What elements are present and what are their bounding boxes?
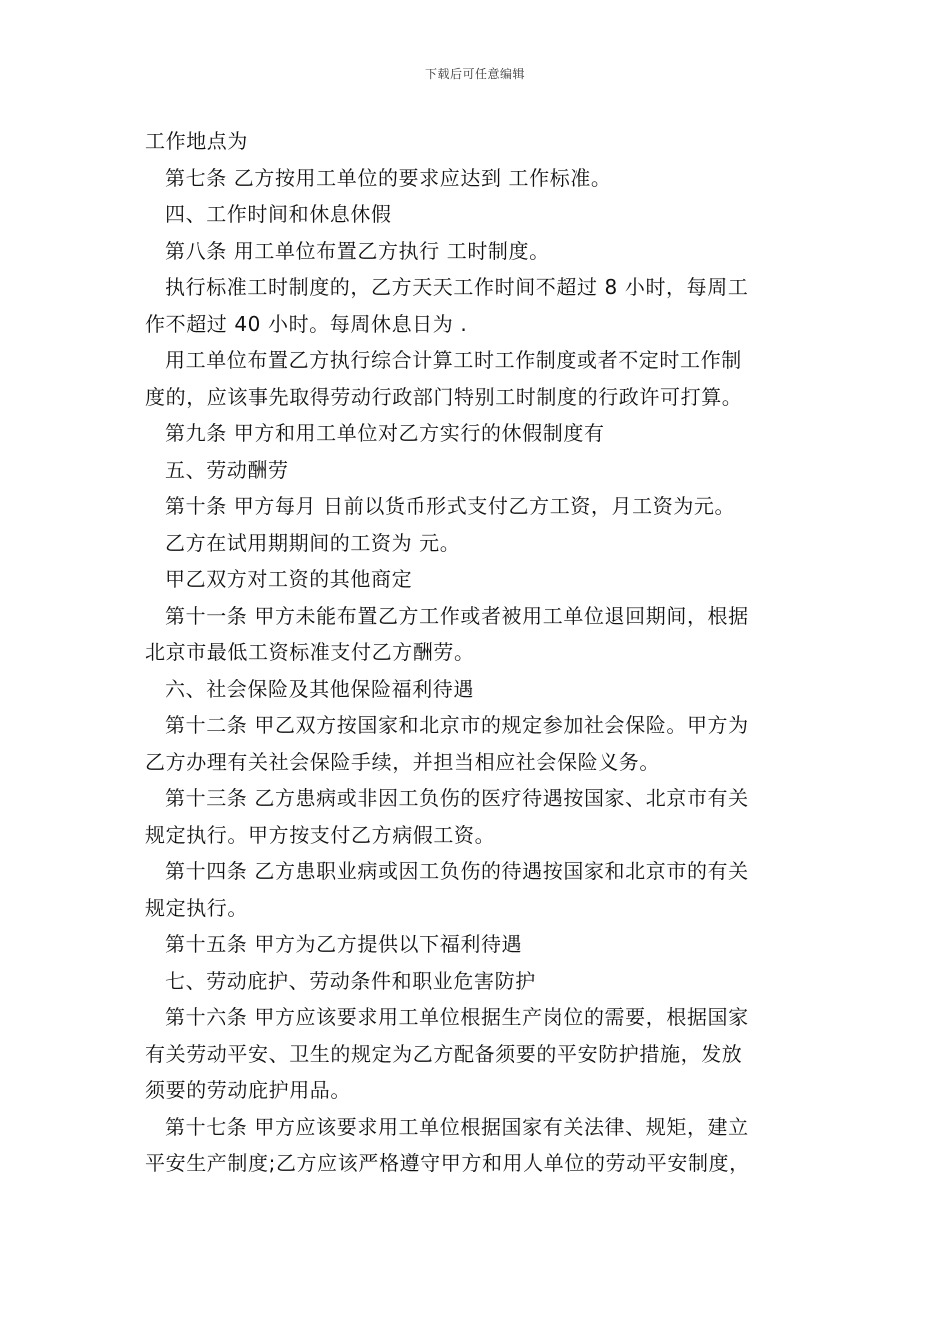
text-line: 第十六条 甲方应该要求用工单位根据生产岗位的需要，根据国家 xyxy=(165,1005,749,1029)
text-line: 第十二条 甲乙双方按国家和北京市的规定参加社会保险。甲方为 xyxy=(165,713,749,737)
text-line: 用工单位布置乙方执行综合计算工时工作制度或者不定时工作制 xyxy=(165,348,742,372)
text-line: 须要的劳动庇护用品。 xyxy=(145,1078,351,1102)
text-line: 第十四条 乙方患职业病或因工负伤的待遇按国家和北京市的有关 xyxy=(165,859,749,883)
text-line: 规定执行。甲方按支付乙方病假工资。 xyxy=(145,822,496,847)
text-line: 第九条 甲方和用工单位对乙方实行的休假制度有 xyxy=(165,421,605,445)
text-line: 第十一条 甲方未能布置乙方工作或者被用工单位退回期间，根据 xyxy=(165,603,749,628)
section-heading: 六、社会保险及其他保险福利待遇 xyxy=(165,676,474,701)
text-line: 第八条 用工单位布置乙方执行 工时制度。 xyxy=(165,238,550,263)
text-line: 乙方在试用期期间的工资为 元。 xyxy=(165,530,461,555)
text-line: 甲乙双方对工资的其他商定 xyxy=(165,567,413,591)
page-header: 下载后可任意编辑 xyxy=(424,67,525,81)
text-line: 规定执行。 xyxy=(145,895,248,920)
text-line: 度的，应该事先取得劳动行政部门特别工时制度的行政许可打算。 xyxy=(145,384,743,409)
text-line: 乙方办理有关社会保险手续，并担当相应社会保险义务。 xyxy=(145,749,660,774)
text-line: 有关劳动平安、卫生的规定为乙方配备须要的平安防护措施，发放 xyxy=(145,1041,743,1066)
text-line: 四、工作时间和休息休假 xyxy=(165,202,392,226)
text-line: 第十七条 甲方应该要求用工单位根据国家有关法律、规矩，建立 xyxy=(165,1114,749,1139)
section-heading: 七、劳动庇护、劳动条件和职业危害防护 xyxy=(165,968,536,993)
document-body xyxy=(145,123,810,1182)
section-heading: 五、劳动酬劳 xyxy=(165,457,289,482)
text-line: 第十三条 乙方患病或非因工负伤的医疗待遇按国家、北京市有关 xyxy=(165,786,749,810)
text-line: 第十五条 甲方为乙方提供以下福利待遇 xyxy=(165,932,523,956)
text-line: 执行标准工时制度的，乙方天天工作时间不超过 8 小时，每周工 xyxy=(165,275,749,299)
text-line: 平安生产制度;乙方应该严格遵守甲方和用人单位的劳动平安制度， xyxy=(145,1151,750,1175)
text-line: 工作地点为 xyxy=(145,129,248,153)
text-line: 北京市最低工资标准支付乙方酬劳。 xyxy=(145,640,475,664)
text-line: 作不超过 40 小时。每周休息日为 . xyxy=(145,311,468,336)
text-line: 第十条 甲方每月 日前以货币形式支付乙方工资，月工资为元。 xyxy=(165,494,736,518)
text-line: 第七条 乙方按用工单位的要求应达到 工作标准。 xyxy=(165,165,612,190)
